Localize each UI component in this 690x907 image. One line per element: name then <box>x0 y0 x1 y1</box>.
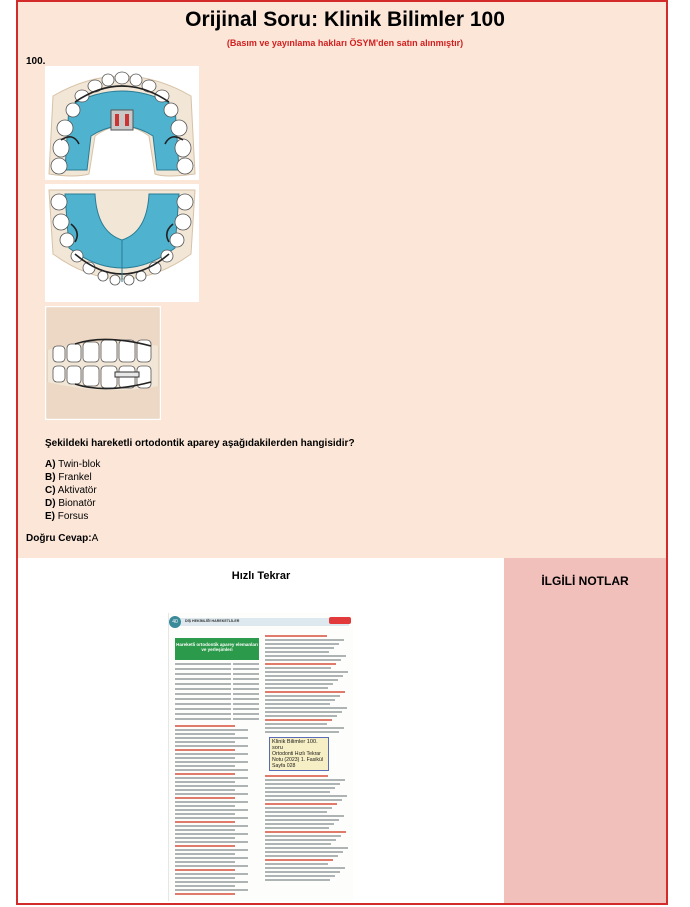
book-text-line <box>265 799 342 801</box>
book-text-line <box>265 775 328 777</box>
answer-label: Doğru Cevap: <box>26 533 92 544</box>
book-text-line <box>175 708 231 710</box>
book-text-line <box>175 833 248 835</box>
book-text-line <box>233 688 259 690</box>
book-text-line <box>175 693 231 695</box>
book-text-line <box>175 765 235 767</box>
book-text-line <box>175 841 248 843</box>
book-text-line <box>175 861 235 863</box>
answer-value: A <box>91 533 99 544</box>
book-text-line <box>233 703 259 705</box>
book-text-line <box>265 791 330 793</box>
book-text-line <box>233 713 259 715</box>
book-text-line <box>265 787 335 789</box>
book-text-line <box>265 715 337 717</box>
book-text-line <box>175 809 248 811</box>
book-text-line <box>265 691 345 693</box>
book-text-line <box>265 839 336 841</box>
book-text-line <box>265 819 339 821</box>
book-text-line <box>265 683 333 685</box>
book-text-line <box>175 688 231 690</box>
book-text-line <box>233 698 259 700</box>
book-text-line <box>175 663 231 665</box>
book-text-line <box>175 849 248 851</box>
book-text-line <box>175 857 248 859</box>
book-page-number: 40 <box>169 616 181 628</box>
book-text-line <box>265 871 340 873</box>
book-text-line <box>265 827 329 829</box>
book-text-line <box>175 773 235 775</box>
option-c[interactable]: C) Aktivatör <box>45 485 97 496</box>
book-text-line <box>265 699 335 701</box>
book-text-line <box>175 821 235 823</box>
book-text-line <box>265 675 343 677</box>
book-text-line <box>265 867 345 869</box>
book-text-line <box>175 889 248 891</box>
book-text-line <box>265 811 327 813</box>
book-text-line <box>175 793 248 795</box>
book-text-line <box>175 761 248 763</box>
correct-answer <box>26 533 98 544</box>
figure-lateral-view <box>45 306 161 420</box>
book-text-line <box>265 647 334 649</box>
book-text-line <box>265 879 330 881</box>
book-text-line <box>265 635 327 637</box>
book-text-line <box>265 847 348 849</box>
book-text-line <box>175 757 235 759</box>
book-text-line <box>265 855 338 857</box>
question-text: Şekildeki hareketli ortodontik aparey aşağıdakilerden hangisidir? <box>45 438 355 449</box>
option-d[interactable]: D) Bionatör <box>45 498 96 509</box>
book-text-line <box>175 703 231 705</box>
book-text-line <box>265 815 344 817</box>
book-text-line <box>265 843 331 845</box>
book-text-line <box>175 817 248 819</box>
book-text-line <box>265 863 328 865</box>
book-text-line <box>265 707 347 709</box>
book-text-line <box>265 659 341 661</box>
book-text-line <box>175 845 235 847</box>
book-text-line <box>265 671 348 673</box>
book-text-line <box>175 885 235 887</box>
book-text-line <box>175 789 235 791</box>
book-text-line <box>265 663 336 665</box>
book-table-title: Hareketli ortodontik aparey elemanları ve yerleşimleri <box>175 638 259 660</box>
book-text-line <box>175 797 235 799</box>
book-text-line <box>175 869 235 871</box>
book-text-line <box>175 673 231 675</box>
book-text-line <box>265 859 333 861</box>
review-title: Hızlı Tekrar <box>231 570 291 582</box>
book-text-line <box>175 683 231 685</box>
answer-options <box>45 458 100 523</box>
option-b[interactable]: B) Frankel <box>45 472 92 483</box>
option-e[interactable]: E) Forsus <box>45 511 89 522</box>
figure-lower-arch <box>45 184 199 302</box>
book-text-line <box>175 877 235 879</box>
book-text-line <box>265 779 345 781</box>
book-text-line <box>175 837 235 839</box>
book-text-line <box>175 733 235 735</box>
book-text-line <box>175 741 235 743</box>
callout-line-2: Ortodonti Hızlı Tekrar Notu (2023) 1. Fasikül Sayfa 028 <box>272 751 324 769</box>
book-text-line <box>265 723 327 725</box>
book-text-line <box>265 719 332 721</box>
book-text-line <box>265 807 332 809</box>
book-text-line <box>265 875 335 877</box>
book-text-line <box>175 777 248 779</box>
book-text-line <box>175 881 248 883</box>
book-text-line <box>265 655 346 657</box>
figure-upper-arch <box>45 66 199 180</box>
book-text-line <box>265 651 329 653</box>
question-number: 100. <box>26 56 46 67</box>
book-text-line <box>175 668 231 670</box>
book-text-line <box>265 667 331 669</box>
book-text-line <box>265 795 347 797</box>
book-text-line <box>265 703 330 705</box>
book-text-line <box>175 873 248 875</box>
copyright-notice: (Basım ve yayınlama hakları ÖSYM'den satın alınmıştır) <box>226 38 464 48</box>
book-text-line <box>175 829 235 831</box>
book-text-line <box>265 835 341 837</box>
book-text-line <box>233 708 259 710</box>
book-text-line <box>233 668 259 670</box>
book-text-line <box>233 663 259 665</box>
book-text-line <box>175 785 248 787</box>
review-book-page <box>168 613 353 901</box>
book-text-line <box>265 687 328 689</box>
book-text-line <box>265 643 339 645</box>
book-text-line <box>175 713 231 715</box>
book-text-line <box>265 711 342 713</box>
book-text-line <box>265 851 343 853</box>
book-text-line <box>175 865 248 867</box>
book-text-line <box>265 639 344 641</box>
book-text-line <box>233 683 259 685</box>
book-text-line <box>233 678 259 680</box>
book-text-line <box>175 737 248 739</box>
option-a[interactable]: A) Twin-blok <box>45 459 101 470</box>
book-text-line <box>265 803 337 805</box>
book-text-line <box>175 801 248 803</box>
callout-box <box>269 737 329 771</box>
book-text-line <box>175 769 248 771</box>
book-text-line <box>265 727 344 729</box>
book-section-title: DİŞ HEKİMLİĞİ HAREKETLİLER <box>185 619 240 623</box>
book-text-line <box>233 673 259 675</box>
book-text-line <box>175 698 231 700</box>
book-logo <box>329 617 351 624</box>
book-text-line <box>175 753 248 755</box>
notes-panel <box>504 558 666 903</box>
page-title: Orijinal Soru: Klinik Bilimler 100 <box>185 8 505 31</box>
book-text-line <box>265 783 340 785</box>
book-text-line <box>265 679 338 681</box>
book-text-line <box>175 678 231 680</box>
book-text-line <box>175 725 235 727</box>
book-text-line <box>175 718 231 720</box>
book-text-line <box>175 853 235 855</box>
book-text-line <box>175 729 248 731</box>
notes-title: İLGİLİ NOTLAR <box>541 574 629 588</box>
book-text-line <box>175 749 235 751</box>
book-text-line <box>265 831 346 833</box>
book-text-line <box>175 805 235 807</box>
book-text-line <box>265 695 340 697</box>
book-text-line <box>233 718 259 720</box>
book-text-line <box>233 693 259 695</box>
book-text-line <box>175 893 235 895</box>
book-text-line <box>265 823 334 825</box>
book-text-line <box>175 781 235 783</box>
book-text-line <box>175 745 248 747</box>
book-text-line <box>265 731 339 733</box>
callout-line-1: Klinik Bilimler 100. soru <box>272 739 318 751</box>
book-text-line <box>175 813 235 815</box>
book-text-line <box>175 825 248 827</box>
